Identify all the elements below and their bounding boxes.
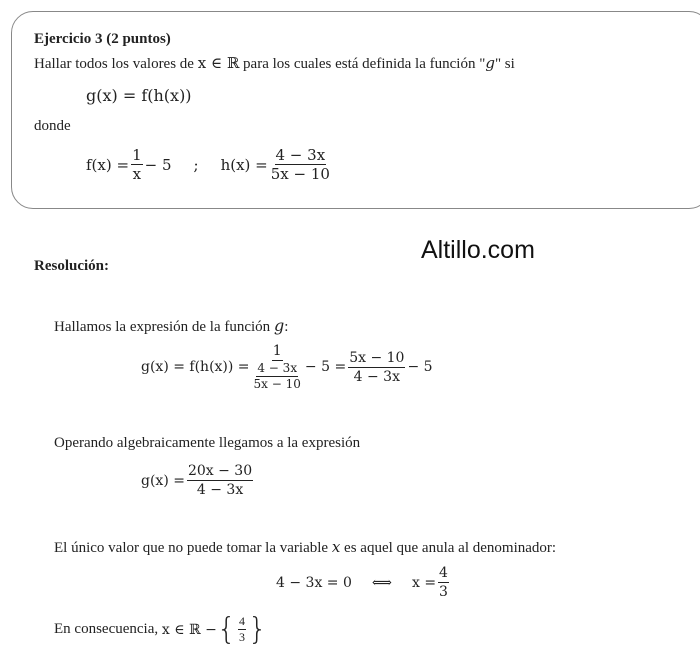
def-f-den: x	[132, 165, 142, 183]
def-separator: ;	[193, 155, 199, 174]
step1-label: Hallamos la expresión de la función	[54, 319, 271, 335]
prompt-end: " si	[494, 56, 515, 72]
prompt-mid: para los cuales está definida la función "	[243, 56, 486, 72]
def-h-lhs: h(x) =	[220, 155, 268, 174]
step2-text: Operando algebraicamente llegamos a la expresión	[54, 435, 361, 451]
prompt-set: x ∈ ℝ	[197, 54, 240, 72]
prompt-g: g	[485, 54, 495, 72]
right-brace: }	[247, 612, 268, 647]
eq2-lhs: g(x) =	[141, 472, 185, 489]
eq1-complex-fraction	[252, 342, 303, 392]
resolution-heading: Resolución:	[34, 258, 109, 274]
prompt-before: Hallar todos los valores de	[34, 56, 194, 72]
step3-var: x	[331, 538, 341, 556]
eq3-left: 4 − 3x = 0	[276, 574, 352, 591]
step3-text	[54, 538, 556, 557]
equation-3	[276, 564, 451, 601]
eq1-frac2-num: 5x − 10	[349, 349, 405, 366]
eq1-mid: − 5 =	[304, 359, 347, 375]
equation-1	[141, 342, 433, 392]
eq1-frac2-den: 4 − 3x	[353, 368, 400, 385]
def-f-lhs: f(x) =	[86, 155, 130, 174]
conclusion-num: 4	[238, 614, 245, 628]
donde-label: donde	[34, 118, 71, 134]
step1-var: g	[273, 316, 285, 335]
eq3-fraction	[438, 564, 449, 601]
exercise-title: Ejercicio 3 (2 puntos)	[34, 31, 171, 47]
eq1-fraction-2	[348, 349, 405, 386]
step3-text-b: es aquel que anula al denominador:	[344, 540, 557, 556]
left-brace: {	[216, 612, 236, 647]
equation-2	[141, 462, 255, 499]
def-f-num: 1	[132, 146, 142, 164]
conclusion-text: En consecuencia,	[54, 621, 159, 637]
def-f-fraction	[131, 146, 143, 183]
def-h-den: 5x − 10	[270, 165, 330, 183]
eq3-num: 4	[439, 565, 448, 581]
eq2-num: 20x − 30	[187, 463, 253, 479]
eq3-iff: ⟺	[371, 574, 392, 591]
eq1-tail: − 5	[407, 359, 433, 375]
exercise-prompt	[34, 54, 515, 73]
def-f-tail: − 5	[144, 155, 172, 174]
eq1-inner	[253, 361, 302, 392]
eq1-lhs: g(x) = f(h(x)) =	[141, 359, 250, 375]
def-h-fraction	[270, 146, 331, 183]
step1-colon: :	[284, 319, 289, 335]
step3-text-a: El único valor que no puede tomar la variable	[54, 540, 329, 556]
eq1-inner-num: 4 − 3x	[257, 361, 298, 375]
definitions-f-h	[86, 146, 333, 183]
eq1-inner-den: 5x − 10	[253, 377, 301, 391]
eq2-fraction	[187, 462, 253, 499]
eq2-den: 4 − 3x	[196, 482, 244, 498]
eq3-right-lhs: x =	[411, 574, 437, 591]
definition-g: g(x) = f(h(x))	[86, 86, 192, 105]
eq1-num: 1	[272, 343, 282, 359]
step1-text	[54, 316, 288, 336]
conclusion-set: x ∈ ℝ −	[161, 621, 217, 638]
eq1-inner-fraction	[252, 361, 303, 392]
watermark-text: Altillo.com	[421, 236, 535, 264]
def-h-num: 4 − 3x	[275, 146, 326, 164]
conclusion	[54, 612, 267, 647]
eq3-den: 3	[439, 584, 448, 600]
conclusion-den: 3	[238, 630, 245, 644]
conclusion-fraction	[238, 614, 246, 645]
